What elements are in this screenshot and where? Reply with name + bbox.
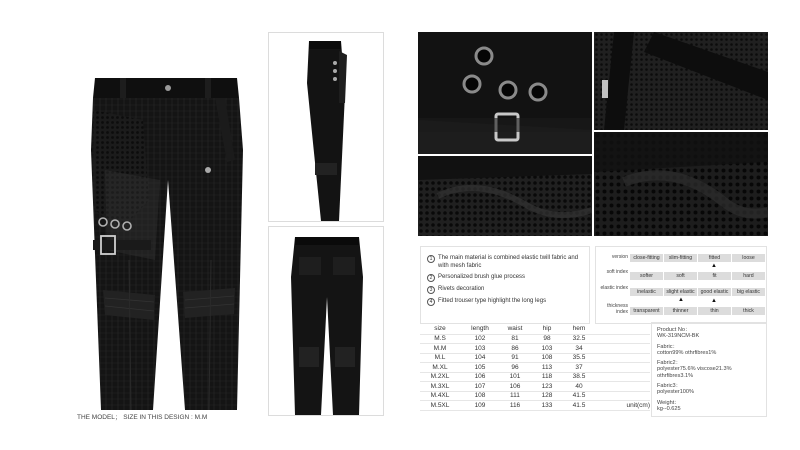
feature-text: Rivets decoration — [438, 286, 485, 292]
index-label: elastic index — [600, 285, 628, 291]
table-cell: M.3XL — [420, 382, 460, 392]
feature-number: 3 — [427, 286, 435, 294]
table-cell: 113 — [530, 363, 564, 373]
product-info-box — [651, 322, 767, 417]
table-cell: 105 — [460, 363, 500, 373]
table-cell-empty — [594, 334, 650, 344]
detail-mesh-photo — [418, 156, 592, 236]
feature-item — [427, 298, 583, 306]
feature-item — [427, 274, 583, 282]
table-cell-empty — [594, 382, 650, 392]
table-cell: M.4XL — [420, 391, 460, 401]
back-view-image — [269, 227, 384, 416]
col-header-hip: hip — [530, 324, 564, 334]
table-cell-empty — [594, 391, 650, 401]
index-option: inelastic — [630, 288, 663, 296]
table-cell: 98 — [530, 334, 564, 344]
table-cell: 101 — [500, 372, 530, 382]
feature-text: Personalized brush glue process — [438, 274, 526, 280]
index-option: transparent — [630, 307, 663, 315]
model-size-caption: THE MODEL； SIZE IN THIS DESIGN : M.M — [77, 414, 208, 421]
table-cell: M.M — [420, 344, 460, 354]
feature-text: The main material is combined elastic twill fabric and with mesh fabric — [438, 255, 579, 269]
main-trousers-image — [25, 30, 270, 415]
feature-number: 2 — [427, 274, 435, 282]
table-row — [420, 401, 650, 411]
weight: Weight： kg--0.625 — [657, 399, 681, 412]
index-label: version — [611, 254, 628, 260]
product-number: Product No： WK-319NCM-BK — [657, 327, 700, 340]
table-row — [420, 334, 650, 344]
index-option: close-fitting — [630, 254, 663, 262]
table-cell: 41.5 — [564, 401, 594, 411]
back-view-frame — [268, 226, 384, 416]
table-row — [420, 353, 650, 363]
table-cell: M.2XL — [420, 372, 460, 382]
index-label: soft index — [606, 269, 628, 275]
index-option: fitted — [698, 254, 731, 262]
texture-detail-image — [594, 132, 768, 236]
table-cell-empty — [594, 363, 650, 373]
table-cell: M.L — [420, 353, 460, 363]
index-option: soft — [664, 272, 697, 280]
feature-text: Fitted trouser type highlight the long legs — [438, 298, 547, 304]
selected-marker-icon: ▲ — [711, 263, 717, 269]
col-header-waist: waist — [500, 324, 530, 334]
index-option: fit — [698, 272, 731, 280]
index-option: thick — [732, 307, 765, 315]
detail-grommets-photo — [418, 32, 592, 154]
table-cell: 86 — [500, 344, 530, 354]
fabric-3: Fabric3： polyester100% — [657, 383, 695, 396]
table-cell: 38.5 — [564, 372, 594, 382]
table-cell: 103 — [530, 344, 564, 354]
table-cell: 107 — [460, 382, 500, 392]
table-cell: 118 — [530, 372, 564, 382]
table-cell: 35.5 — [564, 353, 594, 363]
table-cell: 32.5 — [564, 334, 594, 344]
selected-marker-icon: ▲ — [711, 298, 717, 304]
fabric-1: Fabric： cotton99% othrfibres1% — [657, 343, 717, 356]
index-option: slim-fitting — [664, 254, 697, 262]
index-option: good elastic — [698, 288, 731, 296]
strap-detail-image — [594, 32, 768, 130]
table-cell: 106 — [500, 382, 530, 392]
index-label: thickness index — [607, 303, 628, 315]
table-cell-empty — [594, 372, 650, 382]
feature-number: 4 — [427, 298, 435, 306]
selected-marker-icon: ▲ — [678, 297, 684, 303]
col-header-hem: hem — [564, 324, 594, 334]
index-option: thin — [698, 307, 731, 315]
table-cell: 108 — [460, 391, 500, 401]
table-cell: 104 — [460, 353, 500, 363]
detail-strap-photo — [594, 32, 768, 130]
col-header-length: length — [460, 324, 500, 334]
table-cell: 108 — [530, 353, 564, 363]
table-row — [420, 382, 650, 392]
table-cell: 34 — [564, 344, 594, 354]
table-cell: 116 — [500, 401, 530, 411]
table-cell: 91 — [500, 353, 530, 363]
table-cell-empty — [594, 344, 650, 354]
grommet-detail-image — [418, 32, 592, 154]
table-cell: 102 — [460, 334, 500, 344]
table-row — [420, 363, 650, 373]
size-table-header — [420, 324, 650, 334]
table-cell: 133 — [530, 401, 564, 411]
table-cell: 111 — [500, 391, 530, 401]
main-photo-frame — [25, 30, 270, 415]
feature-item — [427, 286, 583, 294]
table-cell: 37 — [564, 363, 594, 373]
index-option: slight elastic — [664, 288, 697, 296]
table-cell-empty — [594, 353, 650, 363]
table-cell: M.5XL — [420, 401, 460, 411]
table-cell: 96 — [500, 363, 530, 373]
table-cell: 106 — [460, 372, 500, 382]
side-view-frame — [268, 32, 384, 222]
fit-index-grid — [595, 246, 767, 324]
table-cell: 128 — [530, 391, 564, 401]
index-option: softer — [630, 272, 663, 280]
table-cell: 123 — [530, 382, 564, 392]
index-option: big elastic — [732, 288, 765, 296]
index-option: thinner — [664, 307, 697, 315]
feature-list — [420, 246, 590, 324]
feature-item — [427, 255, 583, 270]
detail-texture-photo — [594, 132, 768, 236]
index-option: hard — [732, 272, 765, 280]
table-cell: 41.5 — [564, 391, 594, 401]
col-header-size: size — [420, 324, 460, 334]
mesh-detail-image — [418, 156, 592, 236]
index-option: loose — [732, 254, 765, 262]
side-view-image — [269, 33, 384, 222]
feature-number: 1 — [427, 255, 435, 263]
table-cell: 109 — [460, 401, 500, 411]
table-cell: 40 — [564, 382, 594, 392]
table-row — [420, 372, 650, 382]
fabric-2: Fabric2： polyester75.6% viscose21.3% othrfibres3.1% — [657, 360, 732, 379]
unit-label: unit(cm) — [594, 401, 650, 411]
table-row — [420, 344, 650, 354]
table-cell: M.S — [420, 334, 460, 344]
size-table — [420, 324, 650, 411]
table-cell: 81 — [500, 334, 530, 344]
table-cell: 103 — [460, 344, 500, 354]
table-cell: M.XL — [420, 363, 460, 373]
table-row — [420, 391, 650, 401]
